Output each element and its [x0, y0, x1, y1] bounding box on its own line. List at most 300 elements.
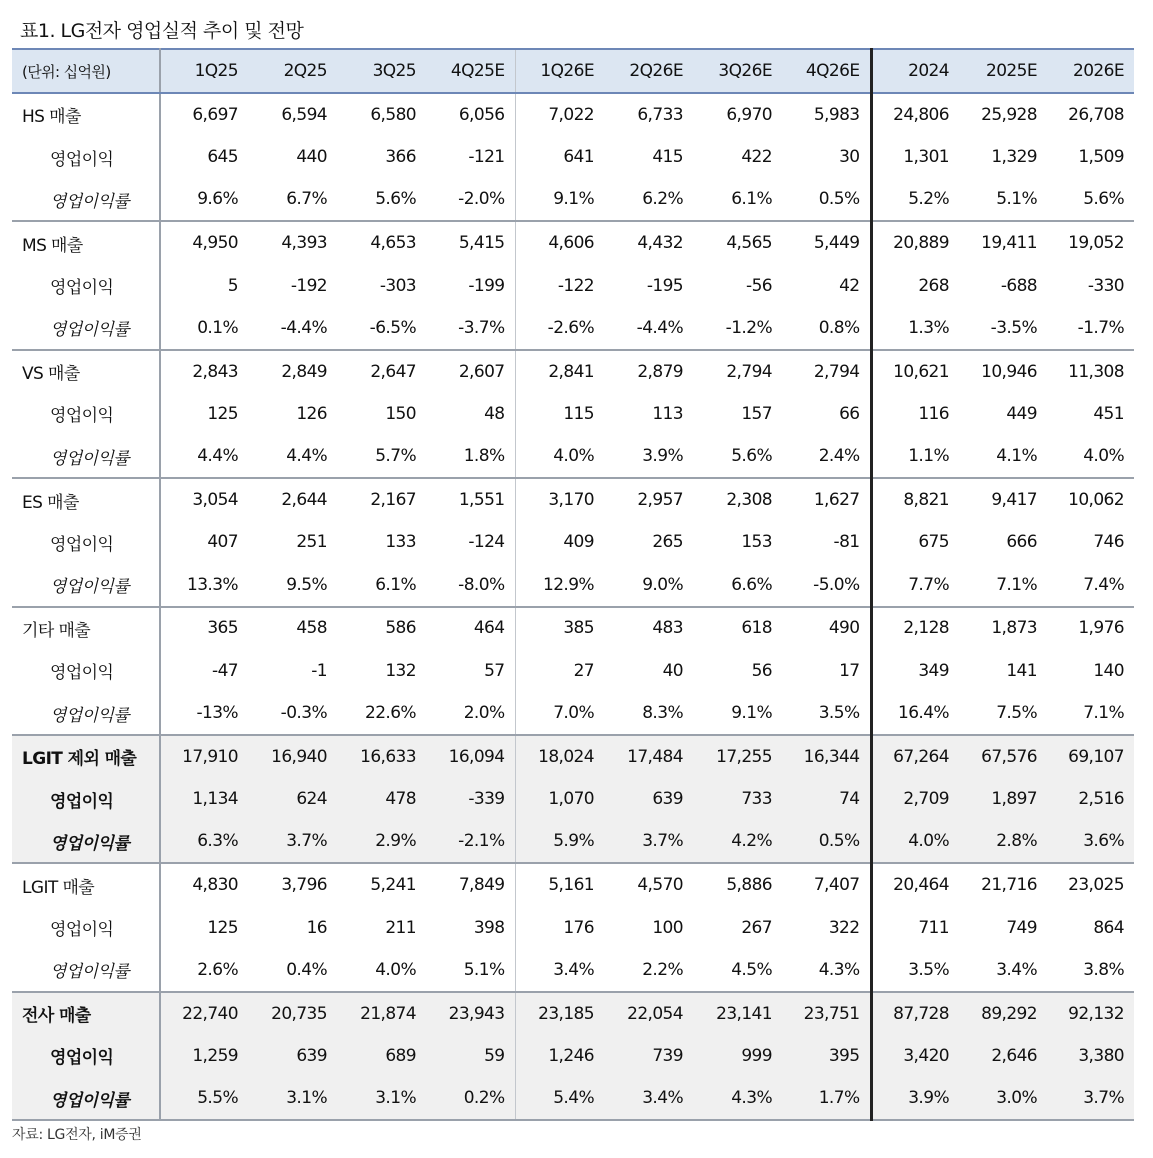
- table-cell: 5.9%: [515, 821, 604, 864]
- table-cell: 57: [426, 649, 515, 692]
- table-row: [12, 992, 1134, 1035]
- table-cell: 9.5%: [248, 564, 337, 607]
- row-label: ES 매출: [12, 478, 160, 521]
- table-cell: 6.2%: [604, 179, 693, 222]
- table-cell: 115: [563, 403, 594, 424]
- table-cell: 478: [385, 789, 416, 810]
- table-cell: 87,728: [893, 1003, 949, 1024]
- table-cell: 7,407: [782, 863, 871, 906]
- table-cell: 21,716: [981, 875, 1037, 896]
- table-cell: 395: [782, 1035, 871, 1078]
- table-cell: 2,957: [637, 490, 683, 511]
- table-cell: 365: [207, 618, 238, 639]
- table-cell: 4.0%: [1047, 435, 1134, 478]
- table-cell: 3.6%: [1047, 821, 1134, 864]
- table-cell: -4.4%: [604, 307, 693, 350]
- table-cell: 141: [1006, 660, 1037, 681]
- table-cell: 267: [741, 917, 772, 938]
- table-cell: 23,751: [782, 992, 871, 1035]
- table-cell: 440: [296, 147, 327, 168]
- table-cell: 5.1%: [426, 949, 515, 992]
- table-cell: 3.9%: [604, 435, 693, 478]
- table-cell: 3,420: [903, 1045, 949, 1066]
- table-cell: 10,946: [981, 361, 1037, 382]
- table-cell: 5.4%: [515, 1077, 604, 1120]
- table-cell: 9.6%: [160, 179, 248, 222]
- row-label: 영업이익률: [12, 692, 160, 735]
- column-header: 4Q26E: [782, 49, 871, 93]
- table-cell: 490: [782, 607, 871, 650]
- column-header: 2Q25: [248, 49, 337, 93]
- row-label: 영업이익: [12, 264, 160, 307]
- table-cell: 20,735: [271, 1003, 327, 1024]
- table-cell: 4,606: [548, 233, 594, 254]
- table-cell: 2,794: [726, 361, 772, 382]
- table-cell: 3.5%: [782, 692, 871, 735]
- table-cell: 3.7%: [604, 821, 693, 864]
- table-cell: 17,255: [716, 746, 772, 767]
- table-cell: 2,647: [370, 361, 416, 382]
- table-cell: 116: [918, 403, 949, 424]
- table-cell: 1,627: [782, 478, 871, 521]
- table-cell: 7.4%: [1047, 564, 1134, 607]
- table-cell: 3.0%: [959, 1077, 1047, 1120]
- table-cell: 2,879: [637, 361, 683, 382]
- table-cell: 66: [782, 393, 871, 436]
- table-cell: 26,708: [1068, 104, 1124, 125]
- table-cell: 3.4%: [515, 949, 604, 992]
- table-cell: 5,886: [726, 875, 772, 896]
- table-cell: 5.1%: [959, 179, 1047, 222]
- row-label: 영업이익: [12, 649, 160, 692]
- table-cell: 20,464: [893, 875, 949, 896]
- table-cell: 23,185: [538, 1003, 594, 1024]
- table-cell: 999: [741, 1045, 772, 1066]
- table-cell: 113: [652, 403, 683, 424]
- table-cell: 1,246: [548, 1045, 594, 1066]
- table-cell: 16,094: [426, 735, 515, 778]
- table-cell: 6.3%: [160, 821, 248, 864]
- table-cell: 322: [782, 906, 871, 949]
- table-cell: 6,056: [426, 93, 515, 136]
- table-cell: 1,509: [1078, 147, 1124, 168]
- table-row: [12, 692, 1134, 735]
- table-cell: 2,843: [192, 361, 238, 382]
- table-cell: 409: [563, 532, 594, 553]
- table-cell: 4.0%: [515, 435, 604, 478]
- table-cell: 92,132: [1068, 1003, 1124, 1024]
- table-cell: 153: [741, 532, 772, 553]
- table-cell: 59: [426, 1035, 515, 1078]
- table-cell: 16,940: [271, 746, 327, 767]
- header-row: [12, 49, 1134, 93]
- table-cell: 6.1%: [693, 179, 782, 222]
- table-cell: 19,052: [1068, 233, 1124, 254]
- row-label: VS 매출: [12, 350, 160, 393]
- column-header: 2024: [871, 49, 959, 93]
- table-cell: 2,128: [903, 618, 949, 639]
- table-row: [12, 393, 1134, 436]
- table-cell: 9.0%: [604, 564, 693, 607]
- table-cell: 2,607: [426, 350, 515, 393]
- table-cell: 4.3%: [693, 1077, 782, 1120]
- table-cell: 7.0%: [515, 692, 604, 735]
- table-cell: 5.6%: [693, 435, 782, 478]
- table-cell: 13.3%: [160, 564, 248, 607]
- table-cell: 5.2%: [871, 179, 959, 222]
- column-header: 1Q25: [160, 49, 248, 93]
- table-cell: 157: [741, 403, 772, 424]
- table-cell: 2,516: [1078, 789, 1124, 810]
- table-cell: 6,594: [281, 104, 327, 125]
- row-label: LGIT 매출: [12, 863, 160, 906]
- table-cell: 22,054: [627, 1003, 683, 1024]
- row-label: 영업이익률: [12, 307, 160, 350]
- table-cell: -56: [746, 275, 772, 296]
- table-cell: 0.4%: [248, 949, 337, 992]
- table-cell: 17,910: [182, 746, 238, 767]
- table-cell: 0.1%: [160, 307, 248, 350]
- table-cell: 0.5%: [782, 179, 871, 222]
- table-row: [12, 649, 1134, 692]
- table-cell: 3.1%: [337, 1077, 426, 1120]
- table-cell: 9.1%: [515, 179, 604, 222]
- table-row: [12, 949, 1134, 992]
- table-row: [12, 478, 1134, 521]
- table-cell: -339: [426, 778, 515, 821]
- row-label: 영업이익: [12, 136, 160, 179]
- table-cell: 23,025: [1068, 875, 1124, 896]
- table-cell: 9.1%: [693, 692, 782, 735]
- table-cell: 100: [652, 917, 683, 938]
- row-label: 영업이익률: [12, 564, 160, 607]
- row-label: 영업이익: [12, 521, 160, 564]
- table-cell: 1,329: [991, 147, 1037, 168]
- table-row: [12, 264, 1134, 307]
- table-cell: 1,897: [991, 789, 1037, 810]
- table-cell: 10,062: [1068, 490, 1124, 511]
- table-cell: 4,950: [192, 233, 238, 254]
- table-cell: 641: [563, 147, 594, 168]
- table-row: [12, 735, 1134, 778]
- table-cell: -330: [1087, 275, 1124, 296]
- table-cell: 126: [296, 403, 327, 424]
- table-cell: 40: [662, 660, 683, 681]
- table-cell: 5: [227, 275, 238, 296]
- table-cell: 639: [652, 789, 683, 810]
- table-cell: 7.5%: [959, 692, 1047, 735]
- column-header: 3Q26E: [693, 49, 782, 93]
- table-cell: 4,393: [281, 233, 327, 254]
- table-cell: 3.4%: [604, 1077, 693, 1120]
- table-row: [12, 221, 1134, 264]
- table-cell: 0.5%: [782, 821, 871, 864]
- table-cell: 4,565: [726, 233, 772, 254]
- table-cell: -2.0%: [426, 179, 515, 222]
- table-cell: 2,308: [726, 490, 772, 511]
- table-cell: 1.7%: [782, 1077, 871, 1120]
- table-cell: -81: [782, 521, 871, 564]
- table-row: [12, 307, 1134, 350]
- table-cell: 3,796: [281, 875, 327, 896]
- table-cell: 746: [1093, 532, 1124, 553]
- table-cell: -3.5%: [959, 307, 1047, 350]
- table-cell: 1.1%: [871, 435, 959, 478]
- column-header: 2025E: [959, 49, 1047, 93]
- table-title: 표1. LG전자 영업실적 추이 및 전망: [20, 20, 304, 42]
- table-cell: 17,484: [627, 746, 683, 767]
- table-cell: 56: [751, 660, 772, 681]
- table-cell: 6.6%: [693, 564, 782, 607]
- table-cell: 4.0%: [871, 821, 959, 864]
- table-cell: 7.1%: [1047, 692, 1134, 735]
- table-cell: 6.1%: [337, 564, 426, 607]
- table-cell: 1,551: [426, 478, 515, 521]
- table-cell: 3,380: [1078, 1045, 1124, 1066]
- table-cell: 586: [385, 618, 416, 639]
- table-cell: -303: [379, 275, 416, 296]
- table-cell: 349: [918, 660, 949, 681]
- table-cell: 4.1%: [959, 435, 1047, 478]
- table-cell: 3.9%: [871, 1077, 959, 1120]
- table-cell: 675: [918, 532, 949, 553]
- table-cell: 133: [385, 532, 416, 553]
- table-cell: -1.2%: [693, 307, 782, 350]
- row-label: 영업이익: [12, 1035, 160, 1078]
- table-row: [12, 778, 1134, 821]
- table-cell: 1,259: [192, 1045, 238, 1066]
- table-cell: 4,432: [637, 233, 683, 254]
- table-cell: -192: [290, 275, 327, 296]
- column-header: 2026E: [1047, 49, 1134, 93]
- table-cell: 483: [652, 618, 683, 639]
- table-cell: 0.2%: [426, 1077, 515, 1120]
- table-cell: -4.4%: [248, 307, 337, 350]
- table-cell: 150: [385, 403, 416, 424]
- table-row: [12, 435, 1134, 478]
- table-cell: 25,928: [981, 104, 1037, 125]
- table-cell: 1.3%: [871, 307, 959, 350]
- table-cell: 6,733: [637, 104, 683, 125]
- table-cell: 16.4%: [871, 692, 959, 735]
- table-cell: 3.4%: [959, 949, 1047, 992]
- earnings-table: [12, 48, 1134, 1121]
- table-cell: 3.7%: [1047, 1077, 1134, 1120]
- table-cell: 125: [207, 917, 238, 938]
- table-cell: 21,874: [360, 1003, 416, 1024]
- table-cell: 211: [385, 917, 416, 938]
- table-cell: 6,970: [726, 104, 772, 125]
- table-cell: 30: [782, 136, 871, 179]
- table-cell: 1,976: [1078, 618, 1124, 639]
- row-label: 영업이익: [12, 778, 160, 821]
- table-cell: 0.8%: [782, 307, 871, 350]
- table-cell: 24,806: [893, 104, 949, 125]
- table-cell: 422: [741, 147, 772, 168]
- table-cell: 2,849: [281, 361, 327, 382]
- table-row: [12, 1035, 1134, 1078]
- table-cell: -13%: [160, 692, 248, 735]
- table-cell: 2,841: [548, 361, 594, 382]
- table-cell: 624: [296, 789, 327, 810]
- row-label: 영업이익률: [12, 949, 160, 992]
- table-cell: 176: [563, 917, 594, 938]
- column-header: 3Q25: [337, 49, 426, 93]
- table-cell: 749: [1006, 917, 1037, 938]
- table-cell: -195: [646, 275, 683, 296]
- row-label: 영업이익: [12, 906, 160, 949]
- table-row: [12, 564, 1134, 607]
- table-cell: 48: [426, 393, 515, 436]
- table-cell: 4.4%: [160, 435, 248, 478]
- table-cell: 4.2%: [693, 821, 782, 864]
- table-cell: 3.7%: [248, 821, 337, 864]
- table-cell: 7.7%: [871, 564, 959, 607]
- table-cell: 689: [385, 1045, 416, 1066]
- table-cell: 2,646: [991, 1045, 1037, 1066]
- table-cell: 733: [741, 789, 772, 810]
- table-cell: 3,054: [192, 490, 238, 511]
- table-row: [12, 350, 1134, 393]
- table-cell: 251: [296, 532, 327, 553]
- table-row: [12, 906, 1134, 949]
- table-cell: 449: [1006, 403, 1037, 424]
- table-cell: 268: [918, 275, 949, 296]
- table-cell: -121: [426, 136, 515, 179]
- table-cell: 464: [426, 607, 515, 650]
- table-cell: 16: [306, 917, 327, 938]
- table-cell: 1,873: [991, 618, 1037, 639]
- table-cell: 4,830: [192, 875, 238, 896]
- table-body: [12, 93, 1134, 1120]
- table-cell: 2.9%: [337, 821, 426, 864]
- table-row: [12, 93, 1134, 136]
- table-cell: -2.6%: [515, 307, 604, 350]
- table-cell: 458: [296, 618, 327, 639]
- column-header: 4Q25E: [426, 49, 515, 93]
- table-cell: 4.4%: [248, 435, 337, 478]
- row-label: 전사 매출: [12, 992, 160, 1035]
- table-cell: 5,241: [370, 875, 416, 896]
- table-cell: 2,709: [903, 789, 949, 810]
- table-cell: 5,415: [426, 221, 515, 264]
- table-cell: 398: [426, 906, 515, 949]
- table-cell: 5,983: [782, 93, 871, 136]
- table-cell: 645: [207, 147, 238, 168]
- table-cell: 451: [1093, 403, 1124, 424]
- table-cell: 1,301: [903, 147, 949, 168]
- table-cell: 125: [207, 403, 238, 424]
- table-cell: 3.5%: [871, 949, 959, 992]
- table-row: [12, 521, 1134, 564]
- table-cell: 11,308: [1068, 361, 1124, 382]
- source-note: 자료: LG전자, iM증권: [12, 1127, 142, 1143]
- table-cell: 8,821: [903, 490, 949, 511]
- row-label: 영업이익: [12, 393, 160, 436]
- table-cell: 6,697: [192, 104, 238, 125]
- table-cell: 67,264: [893, 746, 949, 767]
- table-cell: -0.3%: [248, 692, 337, 735]
- table-cell: -5.0%: [782, 564, 871, 607]
- table-cell: 4.3%: [782, 949, 871, 992]
- table-cell: 2.4%: [782, 435, 871, 478]
- table-cell: 17: [782, 649, 871, 692]
- table-row: [12, 607, 1134, 650]
- column-header: 1Q26E: [515, 49, 604, 93]
- table-cell: 69,107: [1068, 746, 1124, 767]
- column-header: 2Q26E: [604, 49, 693, 93]
- table-cell: 22.6%: [337, 692, 426, 735]
- unit-label: (단위: 십억원): [12, 49, 160, 93]
- table-cell: 4,653: [370, 233, 416, 254]
- table-cell: 2,644: [281, 490, 327, 511]
- table-cell: 20,889: [893, 233, 949, 254]
- table-cell: -8.0%: [426, 564, 515, 607]
- table-cell: 23,141: [716, 1003, 772, 1024]
- table-cell: 666: [1006, 532, 1037, 553]
- table-row: [12, 863, 1134, 906]
- table-cell: 2.6%: [160, 949, 248, 992]
- row-label: LGIT 제외 매출: [12, 735, 160, 778]
- table-cell: 5.6%: [337, 179, 426, 222]
- table-cell: 4,570: [637, 875, 683, 896]
- table-cell: 8.3%: [604, 692, 693, 735]
- table-cell: 27: [573, 660, 594, 681]
- table-row: [12, 179, 1134, 222]
- table-cell: -2.1%: [426, 821, 515, 864]
- table-cell: 3.8%: [1047, 949, 1134, 992]
- table-cell: 407: [207, 532, 238, 553]
- table-cell: -6.5%: [337, 307, 426, 350]
- table-cell: 618: [741, 618, 772, 639]
- table-cell: 4.0%: [337, 949, 426, 992]
- table-cell: 5.5%: [160, 1077, 248, 1120]
- table-cell: 5,449: [782, 221, 871, 264]
- table-cell: 5.7%: [337, 435, 426, 478]
- table-cell: 7,849: [426, 863, 515, 906]
- table-row: [12, 821, 1134, 864]
- table-cell: 265: [652, 532, 683, 553]
- row-label: 영업이익률: [12, 1077, 160, 1120]
- table-cell: 711: [918, 917, 949, 938]
- table-cell: 140: [1093, 660, 1124, 681]
- table-cell: -1.7%: [1047, 307, 1134, 350]
- table-cell: 2,794: [782, 350, 871, 393]
- table-cell: 5,161: [548, 875, 594, 896]
- table-cell: 5.6%: [1047, 179, 1134, 222]
- table-cell: 2,167: [370, 490, 416, 511]
- table-cell: -124: [426, 521, 515, 564]
- row-label: 기타 매출: [12, 607, 160, 650]
- table-cell: -3.7%: [426, 307, 515, 350]
- table-cell: 7.1%: [959, 564, 1047, 607]
- table-cell: 3,170: [548, 490, 594, 511]
- table-cell: 385: [563, 618, 594, 639]
- table-cell: 1,070: [548, 789, 594, 810]
- table-cell: 74: [782, 778, 871, 821]
- row-label: MS 매출: [12, 221, 160, 264]
- table-cell: -47: [212, 660, 238, 681]
- table-cell: 2.2%: [604, 949, 693, 992]
- table-cell: 23,943: [426, 992, 515, 1035]
- table-cell: 22,740: [182, 1003, 238, 1024]
- table-cell: 9,417: [991, 490, 1037, 511]
- table-cell: 2.8%: [959, 821, 1047, 864]
- table-cell: 6.7%: [248, 179, 337, 222]
- table-cell: 19,411: [981, 233, 1037, 254]
- table-cell: -122: [557, 275, 594, 296]
- table-cell: 10,621: [893, 361, 949, 382]
